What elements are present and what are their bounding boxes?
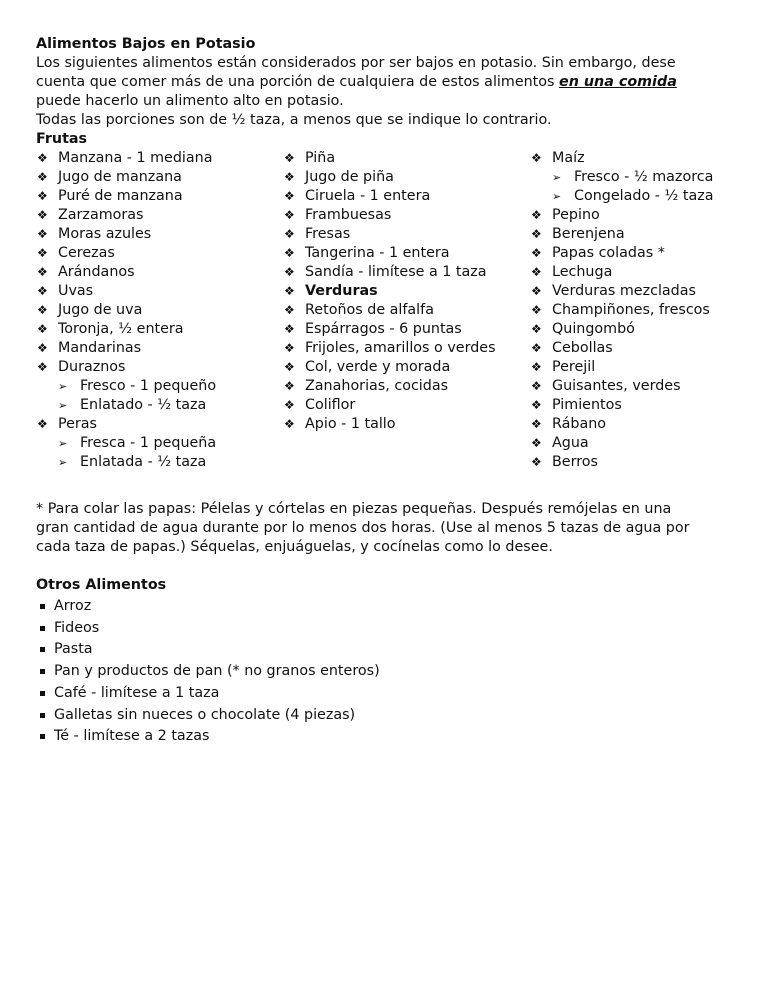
list-item xyxy=(530,282,740,301)
diamond-bullet-icon: ❖ xyxy=(531,379,542,393)
list-item xyxy=(530,415,740,434)
list-item-label: Coliflor xyxy=(305,397,356,413)
list-item-label: Cerezas xyxy=(58,245,115,261)
diamond-bullet-icon: ❖ xyxy=(284,189,295,203)
list-item-label: Tangerina - 1 entera xyxy=(305,245,450,261)
list-item xyxy=(36,206,276,225)
list-item xyxy=(36,282,276,301)
diamond-bullet-icon: ❖ xyxy=(284,322,295,336)
list-item xyxy=(36,301,276,320)
diamond-bullet-icon: ❖ xyxy=(37,303,48,317)
square-bullet-icon xyxy=(40,669,45,674)
list-item xyxy=(530,301,740,320)
list-item xyxy=(283,339,523,358)
arrow-bullet-icon: ➢ xyxy=(58,437,68,450)
list-item xyxy=(283,244,523,263)
list-item-label: Fresca - 1 pequeña xyxy=(80,435,217,451)
sub-list-item xyxy=(36,453,276,472)
diamond-bullet-icon: ❖ xyxy=(37,208,48,222)
list-item-label: Fresas xyxy=(305,226,351,242)
list-item xyxy=(530,149,740,168)
diamond-bullet-icon: ❖ xyxy=(37,227,48,241)
list-item-label: Ciruela - 1 entera xyxy=(305,188,431,204)
sub-list-item xyxy=(530,187,740,206)
square-bullet-icon xyxy=(40,647,45,652)
list-item xyxy=(36,726,736,748)
footnote-line-3: cada taza de papas.) Séquelas, enjuáguelas, y cocínelas como lo desee. xyxy=(36,539,553,555)
list-item-label: Pimientos xyxy=(552,397,622,413)
list-item xyxy=(530,434,740,453)
diamond-bullet-icon: ❖ xyxy=(37,284,48,298)
diamond-bullet-icon: ❖ xyxy=(37,322,48,336)
square-bullet-icon xyxy=(40,604,45,609)
list-item-label: Lechuga xyxy=(552,264,613,280)
list-item-label: Frambuesas xyxy=(305,207,392,223)
list-item-label: Fideos xyxy=(54,619,100,636)
diamond-bullet-icon: ❖ xyxy=(531,208,542,222)
diamond-bullet-icon: ❖ xyxy=(284,151,295,165)
arrow-bullet-icon: ➢ xyxy=(552,190,562,203)
list-item-label: Arroz xyxy=(54,598,92,614)
diamond-bullet-icon: ❖ xyxy=(531,227,542,241)
list-item-label: Apio - 1 tallo xyxy=(305,416,396,432)
list-item-label: Col, verde y morada xyxy=(305,359,451,375)
square-bullet-icon xyxy=(40,713,45,718)
sub-list-item xyxy=(36,377,276,396)
list-item xyxy=(283,187,523,206)
list-item xyxy=(36,339,276,358)
list-item-label: Champiñones, frescos xyxy=(552,302,710,318)
list-item xyxy=(283,320,523,339)
list-item xyxy=(283,301,523,320)
diamond-bullet-icon: ❖ xyxy=(37,360,48,374)
diamond-bullet-icon: ❖ xyxy=(284,246,295,260)
diamond-bullet-icon: ❖ xyxy=(531,417,542,431)
list-item-label: Cebollas xyxy=(552,340,613,356)
footnote-line-2: gran cantidad de agua durante por lo menos dos horas. (Use al menos 5 tazas de agua por xyxy=(36,520,690,536)
diamond-bullet-icon: ❖ xyxy=(531,436,542,450)
list-item xyxy=(283,396,523,415)
document-title: Alimentos Bajos en Potasio xyxy=(36,36,256,52)
column-2 xyxy=(283,149,523,434)
list-item xyxy=(36,661,736,683)
diamond-bullet-icon: ❖ xyxy=(531,265,542,279)
sub-list-item xyxy=(530,168,740,187)
otros-alimentos-heading: Otros Alimentos xyxy=(36,577,167,593)
list-item-label: Fresco - 1 pequeño xyxy=(80,378,217,394)
diamond-bullet-icon: ❖ xyxy=(531,284,542,298)
list-item-label: Maíz xyxy=(552,150,585,166)
list-item xyxy=(530,358,740,377)
list-item xyxy=(36,415,276,434)
list-item-label: Piña xyxy=(305,150,336,166)
list-item xyxy=(283,358,523,377)
list-item-label: Pepino xyxy=(552,207,600,223)
list-item-label: Galletas sin nueces o chocolate (4 piezas) xyxy=(54,706,356,723)
list-item-label: Duraznos xyxy=(58,359,126,375)
list-item xyxy=(530,339,740,358)
list-item xyxy=(36,320,276,339)
column-3 xyxy=(530,149,740,472)
list-item xyxy=(283,415,523,434)
list-item-label: Retoños de alfalfa xyxy=(305,302,434,318)
list-item-label: Berros xyxy=(552,454,598,470)
diamond-bullet-icon: ❖ xyxy=(531,151,542,165)
arrow-bullet-icon: ➢ xyxy=(58,456,68,469)
intro-emphasis: en una comida xyxy=(559,74,677,90)
diamond-bullet-icon: ❖ xyxy=(284,284,295,298)
list-item-label: Verduras mezcladas xyxy=(552,283,696,299)
list-item-label: Zanahorias, cocidas xyxy=(305,378,449,394)
column-2-list xyxy=(283,149,523,434)
list-item-label: Toronja, ½ entera xyxy=(58,321,184,337)
diamond-bullet-icon: ❖ xyxy=(284,417,295,431)
diamond-bullet-icon: ❖ xyxy=(531,398,542,412)
list-item-label: Manzana - 1 mediana xyxy=(58,150,213,166)
diamond-bullet-icon: ❖ xyxy=(531,303,542,317)
diamond-bullet-icon: ❖ xyxy=(284,227,295,241)
diamond-bullet-icon: ❖ xyxy=(284,379,295,393)
list-item-label: Jugo de manzana xyxy=(58,169,182,185)
intro-line-3: puede hacerlo un alimento alto en potasio. xyxy=(36,93,344,109)
diamond-bullet-icon: ❖ xyxy=(531,246,542,260)
list-item-label: Zarzamoras xyxy=(58,207,144,223)
column-1 xyxy=(36,149,276,472)
document-page xyxy=(36,35,736,748)
list-item xyxy=(36,149,276,168)
list-item-label: Berenjena xyxy=(552,226,625,242)
list-item xyxy=(283,168,523,187)
list-item xyxy=(36,225,276,244)
intro-line-2 xyxy=(36,73,736,92)
diamond-bullet-icon: ❖ xyxy=(284,341,295,355)
food-columns xyxy=(36,149,736,479)
diamond-bullet-icon: ❖ xyxy=(284,360,295,374)
list-item-label: Congelado - ½ taza xyxy=(574,188,714,204)
footnote-line-1: * Para colar las papas: Pélelas y córtelas en piezas pequeñas. Después remójelas en una xyxy=(36,501,672,517)
square-bullet-icon xyxy=(40,734,45,739)
diamond-bullet-icon: ❖ xyxy=(284,265,295,279)
list-item xyxy=(36,187,276,206)
list-item-label: Enlatado - ½ taza xyxy=(80,397,207,413)
list-item xyxy=(530,244,740,263)
list-item xyxy=(283,225,523,244)
list-item-label: Sandía - limítese a 1 taza xyxy=(305,264,487,280)
list-item-label: Puré de manzana xyxy=(58,188,183,204)
list-item-label: Arándanos xyxy=(58,264,135,280)
arrow-bullet-icon: ➢ xyxy=(552,171,562,184)
list-item-label: Té - limítese a 2 tazas xyxy=(54,728,210,745)
sub-list-item xyxy=(36,434,276,453)
potato-footnote xyxy=(36,500,736,557)
list-item xyxy=(36,639,736,661)
list-item-label: Jugo de piña xyxy=(305,169,394,185)
arrow-bullet-icon: ➢ xyxy=(58,399,68,412)
list-item xyxy=(530,320,740,339)
list-item-label: Pan y productos de pan (* no granos enteros) xyxy=(54,663,380,680)
list-item xyxy=(283,263,523,282)
diamond-bullet-icon: ❖ xyxy=(531,341,542,355)
diamond-bullet-icon: ❖ xyxy=(284,303,295,317)
list-item xyxy=(530,263,740,282)
diamond-bullet-icon: ❖ xyxy=(284,170,295,184)
list-item xyxy=(36,244,276,263)
diamond-bullet-icon: ❖ xyxy=(37,246,48,260)
frutas-heading: Frutas xyxy=(36,131,88,147)
intro-line-1: Los siguientes alimentos están considerados por ser bajos en potasio. Sin embargo, dese xyxy=(36,55,676,71)
list-item xyxy=(36,618,736,640)
list-item-label: Frijoles, amarillos o verdes xyxy=(305,340,496,356)
list-item-label: Agua xyxy=(552,435,589,451)
list-item xyxy=(36,596,736,618)
list-item-label: Peras xyxy=(58,416,97,432)
list-item-label: Perejil xyxy=(552,359,596,375)
list-item-label: Quingombó xyxy=(552,321,635,337)
list-item xyxy=(36,683,736,705)
diamond-bullet-icon: ❖ xyxy=(37,189,48,203)
diamond-bullet-icon: ❖ xyxy=(531,360,542,374)
diamond-bullet-icon: ❖ xyxy=(284,208,295,222)
diamond-bullet-icon: ❖ xyxy=(37,265,48,279)
diamond-bullet-icon: ❖ xyxy=(284,398,295,412)
sub-list-item xyxy=(36,396,276,415)
list-item xyxy=(36,705,736,727)
list-item-label: Espárragos - 6 puntas xyxy=(305,321,462,337)
list-item xyxy=(283,149,523,168)
list-item-label: Uvas xyxy=(58,283,94,299)
column-3-list xyxy=(530,149,740,472)
list-item xyxy=(36,358,276,377)
list-item-label: Rábano xyxy=(552,416,607,432)
arrow-bullet-icon: ➢ xyxy=(58,380,68,393)
list-item-label: Café - limítese a 1 taza xyxy=(54,684,220,701)
intro-line-4: Todas las porciones son de ½ taza, a menos que se indique lo contrario. xyxy=(36,112,552,128)
list-item xyxy=(530,377,740,396)
square-bullet-icon xyxy=(40,691,45,696)
list-item xyxy=(530,206,740,225)
list-item-label: Jugo de uva xyxy=(58,302,143,318)
list-item-label: Moras azules xyxy=(58,226,152,242)
list-item-label: Mandarinas xyxy=(58,340,142,356)
intro-text: cuenta que comer más de una porción de cualquiera de estos alimentos xyxy=(36,74,555,90)
list-item xyxy=(36,168,276,187)
list-item xyxy=(530,225,740,244)
diamond-bullet-icon: ❖ xyxy=(37,151,48,165)
list-item xyxy=(36,263,276,282)
diamond-bullet-icon: ❖ xyxy=(531,322,542,336)
square-bullet-icon xyxy=(40,626,45,631)
column-1-list xyxy=(36,149,276,472)
otros-alimentos-list xyxy=(36,596,736,748)
diamond-bullet-icon: ❖ xyxy=(531,455,542,469)
list-item-label: Guisantes, verdes xyxy=(552,378,681,394)
list-item xyxy=(283,377,523,396)
diamond-bullet-icon: ❖ xyxy=(37,341,48,355)
diamond-bullet-icon: ❖ xyxy=(37,170,48,184)
list-item xyxy=(530,396,740,415)
verduras-heading: Verduras xyxy=(305,283,378,299)
list-item xyxy=(530,453,740,472)
list-item xyxy=(283,206,523,225)
verduras-heading-item xyxy=(283,282,523,301)
list-item-label: Fresco - ½ mazorca xyxy=(574,169,714,185)
list-item-label: Pasta xyxy=(54,641,93,658)
diamond-bullet-icon: ❖ xyxy=(37,417,48,431)
list-item-label: Enlatada - ½ taza xyxy=(80,454,207,470)
list-item-label: Papas coladas * xyxy=(552,245,665,261)
